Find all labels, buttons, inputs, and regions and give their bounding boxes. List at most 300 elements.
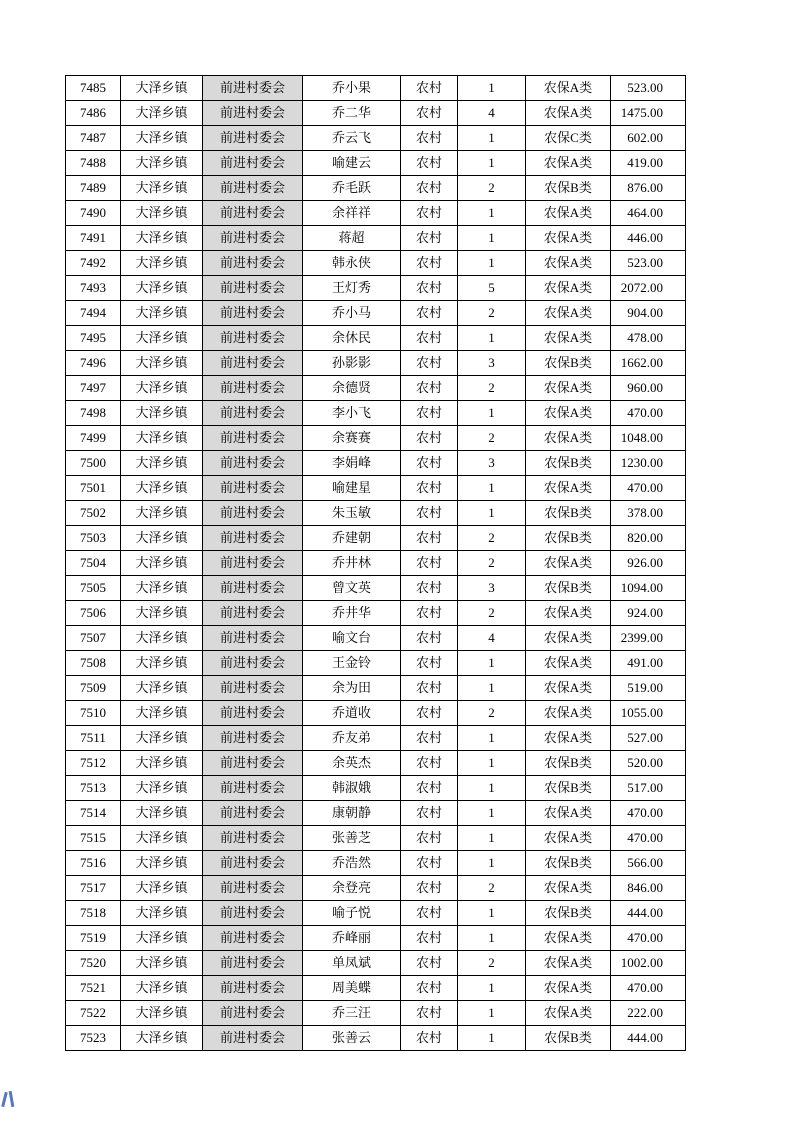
- cell-township: 大泽乡镇: [121, 151, 203, 176]
- cell-category: 农保A类: [526, 1001, 611, 1026]
- cell-residence: 农村: [401, 126, 458, 151]
- cell-residence: 农村: [401, 701, 458, 726]
- cell-category: 农保A类: [526, 376, 611, 401]
- table-row: [66, 776, 686, 801]
- cell-category: 农保A类: [526, 401, 611, 426]
- cell-village: 前进村委会: [203, 101, 303, 126]
- cell-serial: 7522: [66, 1001, 121, 1026]
- cell-township: 大泽乡镇: [121, 226, 203, 251]
- cell-village: 前进村委会: [203, 251, 303, 276]
- cell-category: 农保A类: [526, 426, 611, 451]
- cell-name: 王灯秀: [303, 276, 401, 301]
- data-table: [65, 75, 686, 1051]
- cell-residence: 农村: [401, 301, 458, 326]
- cell-category: 农保B类: [526, 1026, 611, 1051]
- cell-serial: 7510: [66, 701, 121, 726]
- cell-amount: 846.00: [611, 876, 686, 901]
- cell-serial: 7516: [66, 851, 121, 876]
- cell-serial: 7508: [66, 651, 121, 676]
- cell-residence: 农村: [401, 851, 458, 876]
- table-row: [66, 676, 686, 701]
- cell-category: 农保B类: [526, 576, 611, 601]
- cell-village: 前进村委会: [203, 776, 303, 801]
- cell-persons: 2: [458, 176, 526, 201]
- cell-persons: 1: [458, 151, 526, 176]
- cell-persons: 1: [458, 201, 526, 226]
- table-row: [66, 651, 686, 676]
- cell-category: 农保A类: [526, 326, 611, 351]
- cell-category: 农保C类: [526, 126, 611, 151]
- cell-name: 张善芝: [303, 826, 401, 851]
- cell-amount: 491.00: [611, 651, 686, 676]
- cell-category: 农保A类: [526, 251, 611, 276]
- table-row: [66, 201, 686, 226]
- cell-residence: 农村: [401, 1026, 458, 1051]
- table-row: [66, 226, 686, 251]
- cell-persons: 3: [458, 451, 526, 476]
- cell-township: 大泽乡镇: [121, 76, 203, 101]
- cell-category: 农保A类: [526, 951, 611, 976]
- cell-village: 前进村委会: [203, 176, 303, 201]
- cell-township: 大泽乡镇: [121, 826, 203, 851]
- cell-name: 朱玉敏: [303, 501, 401, 526]
- cell-serial: 7488: [66, 151, 121, 176]
- cell-name: 王金铃: [303, 651, 401, 676]
- cell-amount: 470.00: [611, 401, 686, 426]
- cell-amount: 419.00: [611, 151, 686, 176]
- cell-amount: 222.00: [611, 1001, 686, 1026]
- cell-name: 喻建星: [303, 476, 401, 501]
- cell-persons: 1: [458, 501, 526, 526]
- cell-category: 农保A类: [526, 826, 611, 851]
- cell-category: 农保A类: [526, 276, 611, 301]
- cell-amount: 924.00: [611, 601, 686, 626]
- cell-persons: 1: [458, 826, 526, 851]
- cell-village: 前进村委会: [203, 701, 303, 726]
- cell-village: 前进村委会: [203, 1026, 303, 1051]
- cell-village: 前进村委会: [203, 826, 303, 851]
- cell-amount: 517.00: [611, 776, 686, 801]
- cell-residence: 农村: [401, 276, 458, 301]
- cell-township: 大泽乡镇: [121, 501, 203, 526]
- table-row: [66, 151, 686, 176]
- cell-village: 前进村委会: [203, 726, 303, 751]
- cell-name: 乔云飞: [303, 126, 401, 151]
- cell-amount: 926.00: [611, 551, 686, 576]
- cell-township: 大泽乡镇: [121, 251, 203, 276]
- cell-persons: 3: [458, 576, 526, 601]
- cell-persons: 1: [458, 976, 526, 1001]
- cell-persons: 2: [458, 601, 526, 626]
- cell-name: 李小飞: [303, 401, 401, 426]
- cell-persons: 2: [458, 551, 526, 576]
- cell-category: 农保B类: [526, 451, 611, 476]
- cell-residence: 农村: [401, 801, 458, 826]
- cell-village: 前进村委会: [203, 201, 303, 226]
- cell-name: 单凤斌: [303, 951, 401, 976]
- cell-residence: 农村: [401, 726, 458, 751]
- cell-residence: 农村: [401, 376, 458, 401]
- cell-name: 余祥祥: [303, 201, 401, 226]
- cell-township: 大泽乡镇: [121, 426, 203, 451]
- cell-category: 农保A类: [526, 676, 611, 701]
- cell-persons: 1: [458, 726, 526, 751]
- cell-residence: 农村: [401, 451, 458, 476]
- cell-township: 大泽乡镇: [121, 901, 203, 926]
- cell-residence: 农村: [401, 676, 458, 701]
- cell-persons: 1: [458, 326, 526, 351]
- cell-serial: 7486: [66, 101, 121, 126]
- cell-category: 农保A类: [526, 726, 611, 751]
- cell-name: 张善云: [303, 1026, 401, 1051]
- cell-serial: 7492: [66, 251, 121, 276]
- table-row: [66, 251, 686, 276]
- cell-category: 农保A类: [526, 226, 611, 251]
- cell-village: 前进村委会: [203, 951, 303, 976]
- cell-amount: 566.00: [611, 851, 686, 876]
- cell-name: 乔二华: [303, 101, 401, 126]
- cell-category: 农保A类: [526, 651, 611, 676]
- cell-name: 乔建朝: [303, 526, 401, 551]
- cell-serial: 7495: [66, 326, 121, 351]
- cell-name: 乔井林: [303, 551, 401, 576]
- cell-serial: 7519: [66, 926, 121, 951]
- table-row: [66, 901, 686, 926]
- cell-village: 前进村委会: [203, 151, 303, 176]
- cell-amount: 378.00: [611, 501, 686, 526]
- cell-persons: 1: [458, 401, 526, 426]
- cell-amount: 1230.00: [611, 451, 686, 476]
- cell-township: 大泽乡镇: [121, 951, 203, 976]
- table-row: [66, 826, 686, 851]
- cell-name: 乔浩然: [303, 851, 401, 876]
- cell-township: 大泽乡镇: [121, 601, 203, 626]
- cell-category: 农保A类: [526, 876, 611, 901]
- cell-township: 大泽乡镇: [121, 676, 203, 701]
- table-row: [66, 926, 686, 951]
- cell-residence: 农村: [401, 626, 458, 651]
- cell-serial: 7515: [66, 826, 121, 851]
- cell-category: 农保A类: [526, 601, 611, 626]
- cell-amount: 444.00: [611, 901, 686, 926]
- table-row: [66, 176, 686, 201]
- cell-category: 农保B类: [526, 526, 611, 551]
- cell-persons: 1: [458, 801, 526, 826]
- cell-village: 前进村委会: [203, 676, 303, 701]
- cell-township: 大泽乡镇: [121, 326, 203, 351]
- cell-persons: 1: [458, 751, 526, 776]
- cell-persons: 1: [458, 251, 526, 276]
- cell-name: 韩淑娥: [303, 776, 401, 801]
- cell-persons: 1: [458, 1001, 526, 1026]
- cell-residence: 农村: [401, 501, 458, 526]
- cell-persons: 3: [458, 351, 526, 376]
- cell-township: 大泽乡镇: [121, 451, 203, 476]
- cell-name: 余为田: [303, 676, 401, 701]
- cell-village: 前进村委会: [203, 526, 303, 551]
- cell-residence: 农村: [401, 826, 458, 851]
- cell-residence: 农村: [401, 601, 458, 626]
- cell-persons: 2: [458, 301, 526, 326]
- cell-residence: 农村: [401, 901, 458, 926]
- cell-residence: 农村: [401, 1001, 458, 1026]
- cell-amount: 470.00: [611, 826, 686, 851]
- table-row: [66, 101, 686, 126]
- cell-township: 大泽乡镇: [121, 351, 203, 376]
- cell-name: 喻文台: [303, 626, 401, 651]
- cell-persons: 2: [458, 376, 526, 401]
- table-row: [66, 951, 686, 976]
- table-body: [66, 76, 686, 1051]
- table-row: [66, 601, 686, 626]
- cell-amount: 470.00: [611, 801, 686, 826]
- cell-persons: 2: [458, 426, 526, 451]
- cell-category: 农保A类: [526, 551, 611, 576]
- cell-amount: 527.00: [611, 726, 686, 751]
- cell-serial: 7518: [66, 901, 121, 926]
- cell-amount: 470.00: [611, 476, 686, 501]
- cell-category: 农保A类: [526, 301, 611, 326]
- cell-village: 前进村委会: [203, 626, 303, 651]
- cell-name: 曾文英: [303, 576, 401, 601]
- cell-township: 大泽乡镇: [121, 301, 203, 326]
- cell-village: 前进村委会: [203, 426, 303, 451]
- cell-amount: 904.00: [611, 301, 686, 326]
- cell-persons: 4: [458, 101, 526, 126]
- cell-persons: 4: [458, 626, 526, 651]
- cell-township: 大泽乡镇: [121, 201, 203, 226]
- cell-category: 农保A类: [526, 201, 611, 226]
- cell-name: 余登亮: [303, 876, 401, 901]
- cell-name: 乔小马: [303, 301, 401, 326]
- cell-residence: 农村: [401, 76, 458, 101]
- cell-serial: 7485: [66, 76, 121, 101]
- cell-persons: 1: [458, 651, 526, 676]
- cell-persons: 2: [458, 701, 526, 726]
- cell-category: 农保A类: [526, 976, 611, 1001]
- cell-serial: 7487: [66, 126, 121, 151]
- cell-amount: 464.00: [611, 201, 686, 226]
- cell-residence: 农村: [401, 101, 458, 126]
- cell-serial: 7512: [66, 751, 121, 776]
- benefit-roster-table: [65, 75, 686, 1051]
- cell-village: 前进村委会: [203, 751, 303, 776]
- cell-amount: 876.00: [611, 176, 686, 201]
- cell-village: 前进村委会: [203, 226, 303, 251]
- cell-name: 乔毛跃: [303, 176, 401, 201]
- cell-village: 前进村委会: [203, 926, 303, 951]
- cell-persons: 1: [458, 851, 526, 876]
- cell-category: 农保A类: [526, 76, 611, 101]
- cell-village: 前进村委会: [203, 301, 303, 326]
- table-row: [66, 701, 686, 726]
- cell-name: 乔道收: [303, 701, 401, 726]
- cell-village: 前进村委会: [203, 851, 303, 876]
- cell-amount: 1055.00: [611, 701, 686, 726]
- cell-serial: 7500: [66, 451, 121, 476]
- cell-amount: 1094.00: [611, 576, 686, 601]
- table-row: [66, 526, 686, 551]
- cell-township: 大泽乡镇: [121, 976, 203, 1001]
- cell-serial: 7499: [66, 426, 121, 451]
- cell-village: 前进村委会: [203, 326, 303, 351]
- cell-township: 大泽乡镇: [121, 651, 203, 676]
- cell-category: 农保B类: [526, 901, 611, 926]
- cell-category: 农保B类: [526, 776, 611, 801]
- cell-category: 农保A类: [526, 926, 611, 951]
- cell-serial: 7520: [66, 951, 121, 976]
- table-row: [66, 501, 686, 526]
- cell-serial: 7513: [66, 776, 121, 801]
- cell-amount: 1048.00: [611, 426, 686, 451]
- cell-amount: 444.00: [611, 1026, 686, 1051]
- cell-township: 大泽乡镇: [121, 776, 203, 801]
- cell-residence: 农村: [401, 526, 458, 551]
- table-row: [66, 326, 686, 351]
- cell-serial: 7503: [66, 526, 121, 551]
- table-row: [66, 476, 686, 501]
- cell-village: 前进村委会: [203, 501, 303, 526]
- cell-township: 大泽乡镇: [121, 1001, 203, 1026]
- cell-amount: 602.00: [611, 126, 686, 151]
- cell-amount: 519.00: [611, 676, 686, 701]
- cell-serial: 7502: [66, 501, 121, 526]
- cell-village: 前进村委会: [203, 976, 303, 1001]
- cell-village: 前进村委会: [203, 476, 303, 501]
- cell-category: 农保A类: [526, 626, 611, 651]
- cell-township: 大泽乡镇: [121, 701, 203, 726]
- cell-serial: 7523: [66, 1026, 121, 1051]
- cell-amount: 2399.00: [611, 626, 686, 651]
- cell-township: 大泽乡镇: [121, 1026, 203, 1051]
- cell-serial: 7501: [66, 476, 121, 501]
- cell-name: 周美蝶: [303, 976, 401, 1001]
- cell-residence: 农村: [401, 401, 458, 426]
- cell-township: 大泽乡镇: [121, 401, 203, 426]
- cell-persons: 1: [458, 901, 526, 926]
- cell-amount: 960.00: [611, 376, 686, 401]
- table-row: [66, 976, 686, 1001]
- cell-serial: 7497: [66, 376, 121, 401]
- cell-residence: 农村: [401, 926, 458, 951]
- cell-persons: 1: [458, 76, 526, 101]
- cell-name: 余赛赛: [303, 426, 401, 451]
- cell-township: 大泽乡镇: [121, 176, 203, 201]
- cell-amount: 470.00: [611, 926, 686, 951]
- cell-amount: 2072.00: [611, 276, 686, 301]
- cell-category: 农保A类: [526, 801, 611, 826]
- table-row: [66, 451, 686, 476]
- table-row: [66, 1026, 686, 1051]
- cell-category: 农保B类: [526, 501, 611, 526]
- cell-serial: 7498: [66, 401, 121, 426]
- cell-residence: 农村: [401, 551, 458, 576]
- cell-village: 前进村委会: [203, 601, 303, 626]
- cell-serial: 7507: [66, 626, 121, 651]
- cell-township: 大泽乡镇: [121, 476, 203, 501]
- cell-village: 前进村委会: [203, 276, 303, 301]
- cell-persons: 1: [458, 476, 526, 501]
- cell-name: 乔友弟: [303, 726, 401, 751]
- cell-township: 大泽乡镇: [121, 526, 203, 551]
- cell-village: 前进村委会: [203, 576, 303, 601]
- cell-serial: 7489: [66, 176, 121, 201]
- cell-serial: 7521: [66, 976, 121, 1001]
- table-row: [66, 351, 686, 376]
- cell-name: 乔小果: [303, 76, 401, 101]
- cell-category: 农保A类: [526, 101, 611, 126]
- page-corner-watermark: [0, 1090, 18, 1110]
- cell-persons: 1: [458, 676, 526, 701]
- cell-name: 余德贤: [303, 376, 401, 401]
- table-row: [66, 276, 686, 301]
- cell-village: 前进村委会: [203, 76, 303, 101]
- cell-residence: 农村: [401, 776, 458, 801]
- table-row: [66, 551, 686, 576]
- cell-name: 乔峰丽: [303, 926, 401, 951]
- table-row: [66, 576, 686, 601]
- cell-name: 余英杰: [303, 751, 401, 776]
- cell-persons: 2: [458, 526, 526, 551]
- table-row: [66, 126, 686, 151]
- cell-amount: 478.00: [611, 326, 686, 351]
- cell-residence: 农村: [401, 251, 458, 276]
- cell-name: 喻建云: [303, 151, 401, 176]
- cell-residence: 农村: [401, 176, 458, 201]
- cell-serial: 7494: [66, 301, 121, 326]
- cell-township: 大泽乡镇: [121, 926, 203, 951]
- cell-category: 农保A类: [526, 701, 611, 726]
- cell-township: 大泽乡镇: [121, 751, 203, 776]
- table-row: [66, 626, 686, 651]
- cell-persons: 1: [458, 1026, 526, 1051]
- cell-township: 大泽乡镇: [121, 801, 203, 826]
- cell-name: 余休民: [303, 326, 401, 351]
- table-row: [66, 851, 686, 876]
- cell-residence: 农村: [401, 326, 458, 351]
- cell-amount: 520.00: [611, 751, 686, 776]
- cell-serial: 7514: [66, 801, 121, 826]
- cell-village: 前进村委会: [203, 651, 303, 676]
- cell-residence: 农村: [401, 226, 458, 251]
- cell-persons: 2: [458, 951, 526, 976]
- cell-amount: 820.00: [611, 526, 686, 551]
- cell-serial: 7511: [66, 726, 121, 751]
- table-row: [66, 401, 686, 426]
- cell-village: 前进村委会: [203, 801, 303, 826]
- cell-village: 前进村委会: [203, 901, 303, 926]
- table-row: [66, 801, 686, 826]
- cell-serial: 7506: [66, 601, 121, 626]
- cell-name: 李娟峰: [303, 451, 401, 476]
- cell-village: 前进村委会: [203, 351, 303, 376]
- cell-residence: 农村: [401, 201, 458, 226]
- cell-residence: 农村: [401, 951, 458, 976]
- cell-serial: 7517: [66, 876, 121, 901]
- cell-name: 孙影影: [303, 351, 401, 376]
- cell-amount: 446.00: [611, 226, 686, 251]
- cell-name: 蒋超: [303, 226, 401, 251]
- cell-residence: 农村: [401, 651, 458, 676]
- cell-township: 大泽乡镇: [121, 626, 203, 651]
- cell-residence: 农村: [401, 151, 458, 176]
- cell-category: 农保A类: [526, 476, 611, 501]
- cell-township: 大泽乡镇: [121, 851, 203, 876]
- table-row: [66, 1001, 686, 1026]
- cell-serial: 7493: [66, 276, 121, 301]
- cell-township: 大泽乡镇: [121, 376, 203, 401]
- cell-village: 前进村委会: [203, 451, 303, 476]
